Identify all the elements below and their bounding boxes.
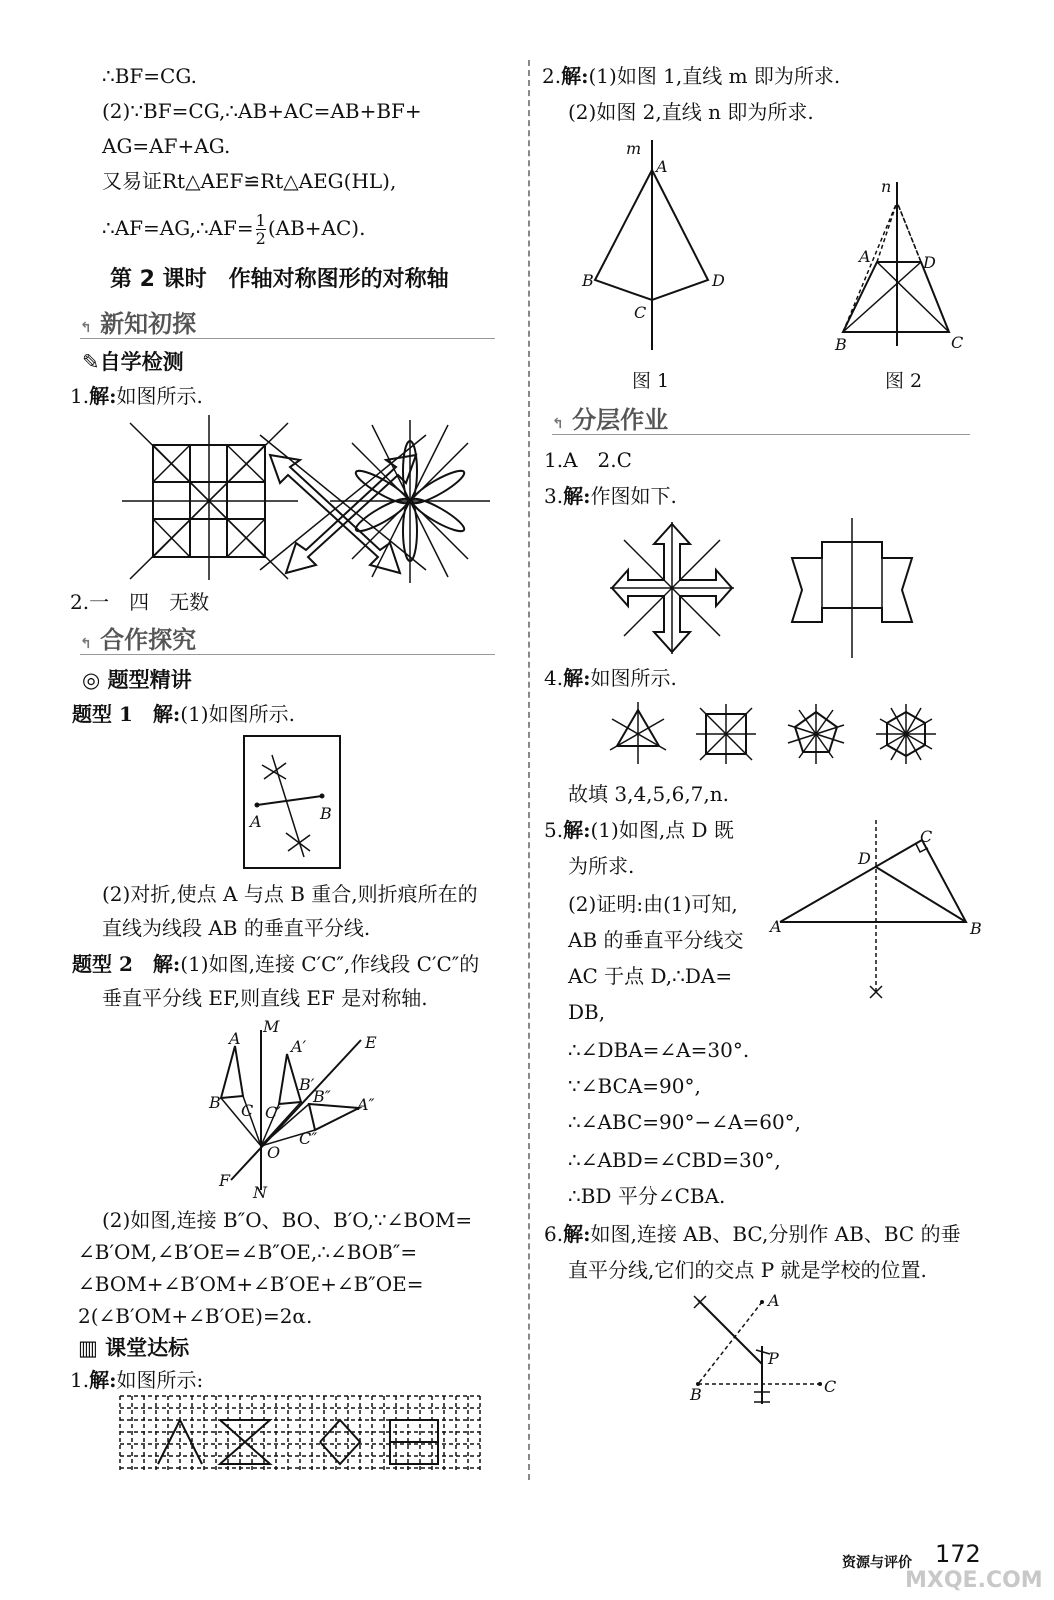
question-line <box>544 664 677 692</box>
text-line: 2(∠B′OM+∠B′OE)=2α. <box>78 1304 313 1328</box>
text-line: ∵∠BCA=90°, <box>568 1074 701 1098</box>
text-line: 为所求. <box>568 854 635 878</box>
subsection-title: 课堂达标 <box>105 1336 190 1360</box>
label-o: O <box>267 1143 281 1162</box>
label-d: D <box>712 271 725 290</box>
question-number: 5. <box>544 818 564 842</box>
text-line: (2)∵BF=CG,∴AB+AC=AB+BF+ <box>102 99 422 123</box>
segment-bd <box>876 867 966 922</box>
point-a <box>255 803 260 808</box>
ribbon-shape <box>792 518 912 658</box>
text-line: ∴BF=CG. <box>102 64 197 88</box>
segment-ab <box>257 796 322 805</box>
figure-caption: 图 1 <box>632 370 670 392</box>
label-n: n <box>881 177 892 196</box>
question-number: 3. <box>544 484 564 508</box>
text-line <box>72 700 295 728</box>
question-number: 2. <box>542 64 562 88</box>
label-e: E <box>365 1033 377 1052</box>
text-line: AG=AF+AG. <box>102 134 231 158</box>
section-heading <box>80 304 196 339</box>
question-line: 1.A 2.C <box>544 448 632 472</box>
triangle-abc <box>780 840 966 922</box>
label-b: B <box>320 804 332 823</box>
label-c-double-prime: C″ <box>299 1129 318 1148</box>
school-location-figure <box>690 1292 850 1412</box>
question-number: 1. <box>70 384 90 408</box>
column-divider <box>528 60 530 1480</box>
label-a: A <box>859 247 871 266</box>
text-line: 垂直平分线 EF,则直线 EF 是对称轴. <box>102 986 428 1010</box>
label-c-prime: C′ <box>265 1103 281 1122</box>
answer-text: 作图如下. <box>590 484 677 508</box>
text-line: AB 的垂直平分线交 <box>568 928 744 952</box>
section-heading <box>552 400 668 435</box>
text-line: ∠B′OM,∠B′OE=∠B″OE,∴∠BOB″= <box>78 1240 418 1264</box>
fraction <box>256 212 266 247</box>
kite-figure <box>580 139 725 360</box>
triangle-axes <box>610 702 666 764</box>
question-line <box>544 816 734 844</box>
triangle-bisector-figure <box>770 812 990 1002</box>
label-a: A <box>770 917 782 936</box>
book-icon: ▥ <box>78 1336 98 1360</box>
section-title: 新知初探 <box>100 310 197 338</box>
fraction-denominator: 2 <box>255 229 266 248</box>
text-line <box>102 212 365 247</box>
text-line: (2)对折,使点 A 与点 B 重合,则折痕所在的 <box>102 882 478 906</box>
text-part: (AB+AC). <box>267 216 366 240</box>
question-line <box>544 1220 961 1248</box>
label-n: N <box>253 1183 267 1202</box>
flower-shape <box>330 420 490 583</box>
label-b: B <box>690 1385 702 1404</box>
text-line: ∴∠DBA=∠A=30°. <box>568 1038 750 1062</box>
grid-figure <box>120 1392 480 1472</box>
question-line <box>70 1366 203 1394</box>
label-f: F <box>219 1171 231 1190</box>
subsection-title: 题型精讲 <box>107 668 192 692</box>
text-line <box>72 950 479 978</box>
point-b <box>320 794 325 799</box>
answer-label: 解: <box>563 666 591 690</box>
triangle-a2b2c2 <box>309 1104 359 1130</box>
footer-label: 资源与评价 <box>842 1555 912 1571</box>
label-b: B <box>209 1093 221 1112</box>
label-c: C <box>951 333 964 352</box>
problem-type-label: 题型 2 解: <box>72 952 181 976</box>
answer-text: 如图,连接 AB、BC,分别作 AB、BC 的垂 <box>590 1222 961 1246</box>
subsection-heading <box>82 664 192 694</box>
question-number: 6. <box>544 1222 564 1246</box>
question-number: 4. <box>544 666 564 690</box>
section-rule <box>80 654 495 655</box>
question-line <box>544 482 677 510</box>
pentagon-axes <box>788 704 844 764</box>
label-a: A <box>656 157 668 176</box>
question-line <box>542 62 840 90</box>
answer-text: (1)如图所示. <box>180 702 295 726</box>
grid-square-shape <box>122 415 298 580</box>
figure-caption: 图 2 <box>885 370 923 392</box>
label-d: D <box>858 849 871 868</box>
label-b: B <box>970 919 982 938</box>
section-rule <box>80 338 495 339</box>
triangle-a1b1c1 <box>279 1054 301 1104</box>
subsection-heading <box>82 346 184 376</box>
text-part: ∴AF=AG,∴AF= <box>102 216 254 240</box>
text-line: (2)如图,连接 B″O、BO、B′O,∵∠BOM= <box>102 1208 473 1232</box>
text-line: (2)如图 2,直线 n 即为所求. <box>568 100 814 124</box>
label-m: m <box>626 139 642 158</box>
square-axes <box>696 704 756 764</box>
arc-marks <box>262 763 310 851</box>
label-p: P <box>768 1349 779 1368</box>
watermark: MXQE.COM <box>905 1568 1043 1593</box>
rotation-figure <box>205 1018 455 1200</box>
answer-label: 解: <box>563 1222 591 1246</box>
question-line: 2.一 四 无数 <box>70 590 210 614</box>
problem-type-label: 题型 1 解: <box>72 702 181 726</box>
label-a: A <box>250 812 262 831</box>
answer-label: 解: <box>563 484 591 508</box>
answer-text: 如图所示. <box>590 666 677 690</box>
segment-ab <box>698 1302 762 1384</box>
target-icon: ◎ <box>82 668 101 692</box>
answer-label: 解: <box>563 818 591 842</box>
answer-label: 解: <box>561 64 589 88</box>
text-line: 直线为线段 AB 的垂直平分线. <box>102 916 371 940</box>
text-line: (2)证明:由(1)可知, <box>568 892 738 916</box>
regular-polygons-figure <box>606 700 966 770</box>
text-line: ∴BD 平分∠CBA. <box>568 1184 726 1208</box>
diamond-shape <box>320 1420 360 1464</box>
question-line <box>70 382 203 410</box>
label-b-double-prime: B″ <box>313 1087 331 1106</box>
label-m: M <box>263 1017 280 1036</box>
triangle-abc <box>221 1046 243 1098</box>
section-title: 分层作业 <box>572 406 669 434</box>
question-number: 1. <box>70 1368 90 1392</box>
bisector-ab <box>698 1300 762 1364</box>
label-a-double-prime: A″ <box>357 1095 375 1114</box>
double-arrow-shape <box>260 435 426 573</box>
answer-text: (1)如图,点 D 既 <box>590 818 734 842</box>
text-line: 直平分线,它们的交点 P 就是学校的位置. <box>568 1258 927 1282</box>
compass-and-ribbon-figure <box>610 518 930 658</box>
text-line: 又易证Rt△AEF≌Rt△AEG(HL), <box>102 169 397 193</box>
answer-label: 解: <box>89 384 117 408</box>
compass-arrow-shape <box>610 522 734 654</box>
label-c: C <box>920 827 933 846</box>
section-rule <box>552 434 970 435</box>
hexagon-axes <box>876 704 936 764</box>
pencil-icon: ✎ <box>82 350 100 374</box>
fraction-numerator: 1 <box>255 211 266 230</box>
section-title: 合作探究 <box>100 626 197 654</box>
page-number: 172 <box>935 1540 981 1568</box>
answer-text: (1)如图,连接 C′C″,作线段 C′C″的 <box>180 952 480 976</box>
label-b: B <box>835 335 847 354</box>
label-a-prime: A′ <box>291 1037 307 1056</box>
subsection-title: 自学检测 <box>99 350 184 374</box>
text-line: ∴∠ABD=∠CBD=30°, <box>568 1148 781 1172</box>
hook-icon: ↰ <box>552 416 564 432</box>
answer-text: (1)如图 1,直线 m 即为所求. <box>588 64 841 88</box>
label-c: C <box>824 1377 837 1396</box>
lesson-title: 第 2 课时 作轴对称图形的对称轴 <box>110 267 449 292</box>
label-a: A <box>768 1291 780 1310</box>
trapezoid-figure <box>835 178 975 358</box>
symmetry-shapes-figure <box>120 415 490 585</box>
label-a: A <box>229 1029 241 1048</box>
answer-text: 如图所示: <box>116 1368 204 1392</box>
text-line: AC 于点 D,∴DA= <box>568 964 733 988</box>
text-line: DB, <box>568 1000 606 1024</box>
text-line: 故填 3,4,5,6,7,n. <box>568 782 730 806</box>
paper-fold-figure <box>242 735 342 869</box>
label-b-prime: B′ <box>299 1075 315 1094</box>
label-c: C <box>634 303 647 322</box>
hook-icon: ↰ <box>80 636 92 652</box>
subsection-heading <box>78 1332 189 1362</box>
label-d: D <box>923 253 936 272</box>
section-heading <box>80 620 196 655</box>
text-line: ∠BOM+∠B′OM+∠B′OE+∠B″OE= <box>78 1272 424 1296</box>
label-b: B <box>582 271 594 290</box>
label-c: C <box>241 1101 254 1120</box>
text-line: ∴∠ABC=90°−∠A=60°, <box>568 1110 802 1134</box>
hook-icon: ↰ <box>80 320 92 336</box>
answer-label: 解: <box>89 1368 117 1392</box>
answer-text: 如图所示. <box>116 384 203 408</box>
